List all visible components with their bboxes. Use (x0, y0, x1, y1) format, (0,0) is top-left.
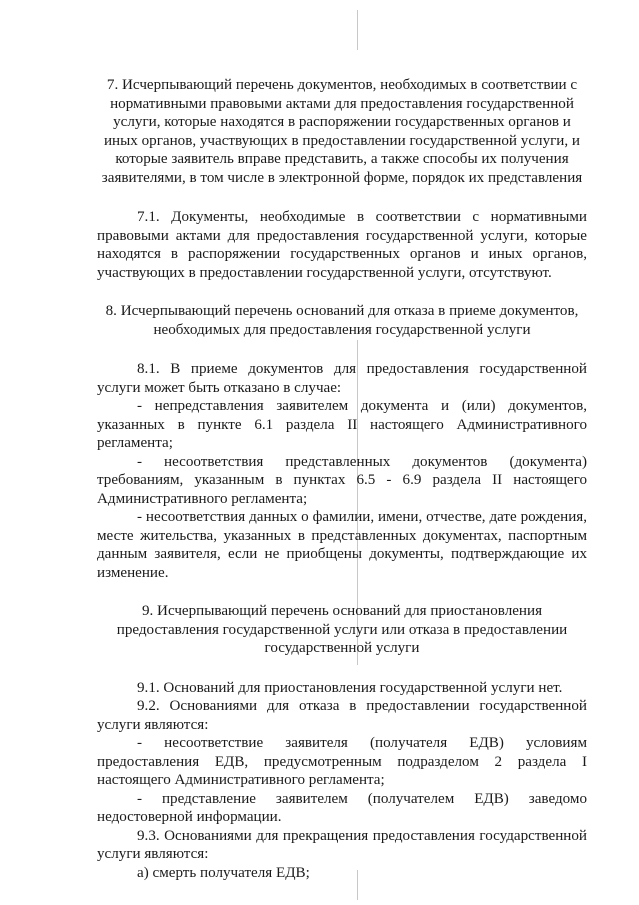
list-item: - несоответствия представленных документов (документа) требованиям, указанным в пунктах 6.5 - 6.9 раздела II настоящего Административного регламента; (97, 453, 587, 507)
heading-line: необходимых для предоставления государственной услуги (153, 321, 531, 338)
section-9-heading (97, 602, 587, 658)
section-8-heading (97, 302, 587, 339)
section-7-heading (97, 76, 587, 187)
heading-line: заявителями, в том числе в электронной форме, порядок их представления (101, 169, 583, 186)
heading-line: государственной услуги (264, 640, 420, 656)
heading-line: которые заявитель вправе представить, а также способы их получения (115, 151, 569, 167)
list-item: - представление заявителем (получателем ЕДВ) заведомо недостоверной информации. (97, 790, 587, 825)
heading-line: услуги, которые находятся в распоряжении государственных органов и (113, 114, 571, 130)
paragraph-8-1: 8.1. В приеме документов для предоставления государственной услуги может быть отказано в случае: (97, 361, 587, 396)
list-item: - несоответствие заявителя (получателя ЕДВ) условиям предоставления ЕДВ, предусмотренным подразделом 2 раздела I настоящего Административного регламента; (97, 735, 587, 788)
heading-line: иных органов, участвующих в предоставлении государственной услуги, и (103, 132, 581, 149)
paragraph-9-2: 9.2. Основаниями для отказа в предоставлении государственной услуги являются: (97, 698, 587, 733)
heading-line: 8. Исчерпывающий перечень оснований для отказа в приеме документов, (105, 303, 579, 319)
list-item: а) смерть получателя ЕДВ; (137, 864, 310, 881)
list-item: - непредставления заявителем документа и (или) документов, указанных в пункте 6.1 раздела II настоящего Административного регламента; (97, 398, 587, 451)
heading-line: предоставления государственной услуги или отказа в предоставлении (116, 621, 568, 638)
heading-line: 9. Исчерпывающий перечень оснований для приостановления (141, 603, 543, 619)
document-content (97, 76, 587, 882)
paragraph-9-1: 9.1. Оснований для приостановления государственной услуги нет. (137, 679, 563, 696)
list-item: - несоответствия данных о фамилии, имени, отчестве, дате рождения, месте жительства, указанных в представленных документах, паспортным данным заявителя, если не приобщены документы, подтверждающие их изменение. (97, 509, 587, 581)
paragraph-7-1: 7.1. Документы, необходимые в соответствии с нормативными правовыми актами для предоставления государственной услуги, которые находятся в распоряжении государственных органов и иных органов, участвующих в предоставлении государственной услуги, отсутствуют. (97, 209, 587, 281)
paragraph-9-3: 9.3. Основаниями для прекращения предоставления государственной услуги являются: (97, 827, 587, 862)
heading-line: нормативными правовыми актами для предоставления государственной (110, 95, 574, 112)
heading-line: 7. Исчерпывающий перечень документов, необходимых в соответствии с (106, 77, 578, 93)
scan-fold-line-top (357, 10, 358, 50)
